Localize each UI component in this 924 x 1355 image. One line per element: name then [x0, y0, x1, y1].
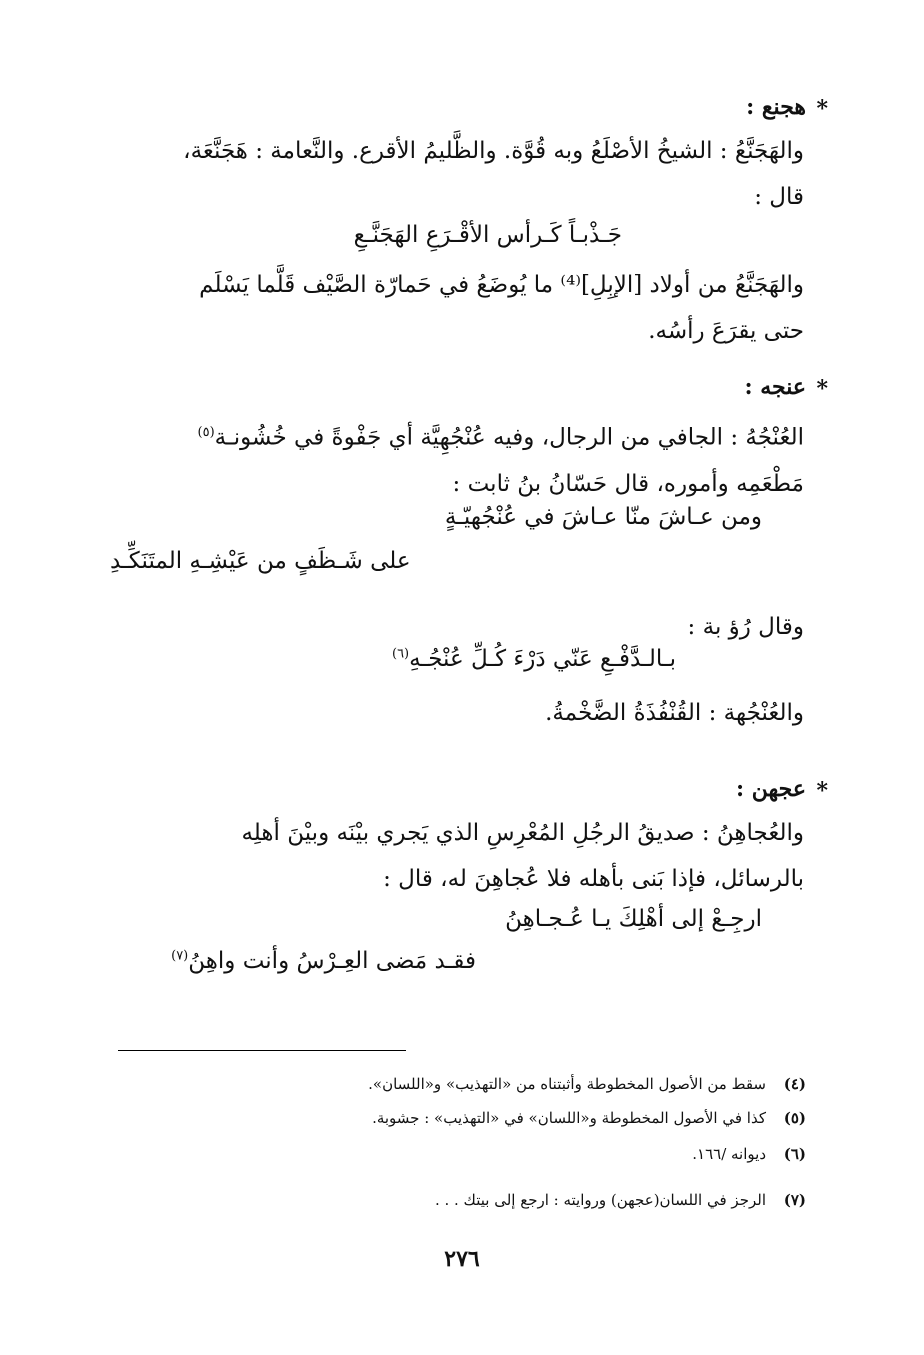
footnote [110, 1144, 806, 1164]
footnote-number: (٤) [783, 1075, 806, 1093]
footnote-text: الرجز في اللسان(عجهن) وروايته : ارجع إلى بيتك . . . [434, 1191, 766, 1209]
footnote-number: (٥) [783, 1109, 806, 1127]
body-line: والعُنْجُهة : القُنْفُذَةُ الضَّخْمةُ. [545, 700, 804, 726]
footnote [110, 1074, 806, 1094]
footnote [110, 1108, 806, 1128]
footnote-ref: (٧) [171, 948, 189, 964]
body-line: قال : [754, 184, 804, 210]
page-number: ٢٧٦ [444, 1246, 480, 1272]
entry-body [110, 410, 804, 507]
entry-heading: هجنع : [746, 94, 806, 120]
verse-text: فقـد مَضى العِـرْسُ وأنت واهِنُ [188, 948, 476, 974]
entry-heading: عنجه : [744, 374, 806, 400]
body-line: والعُجاهِنُ : صديقُ الرجُلِ المُعْرِسِ الذي يَجري بيْنَه وبيْنَ أهلِه [241, 820, 804, 846]
verse-line: على شَـظَفٍ من عَيْشِـهِ المتَنَكِّـدِ [110, 548, 411, 574]
footnote-number: (٧) [783, 1191, 806, 1209]
body-line: والهَجَنَّعُ من أولاد [الإبِلِ]⁽⁴⁾ ما يُوضَعُ في حَمارّة الصَّيْف قَلَّما يَسْلَم [199, 272, 804, 298]
footnote [110, 1190, 806, 1210]
verse-line: ارجِـعْ إلى أهْلِكَ يـا عُـجـاهِنُ [505, 906, 762, 932]
verse-line [392, 646, 676, 672]
entry-body [110, 262, 804, 354]
body-line: حتى يقرَعَ رأسُه. [648, 318, 804, 344]
verse-line [171, 948, 476, 974]
entry-marker: * [816, 96, 828, 122]
body-line: مَطْعَمِه وأموره، قال حَسّانُ بنُ ثابت : [452, 470, 804, 497]
footnote-ref: (٦) [391, 646, 410, 662]
entry-marker: * [816, 376, 828, 402]
verse-line: ومن عـاشَ منّا عـاشَ في عُنْجُهيّـةٍ [444, 504, 762, 530]
entry-body [110, 810, 804, 902]
footnote-text: ديوانه /١٦٦. [692, 1145, 766, 1163]
verse-line: جَـذْبـاً كَـرأس الأقْـرَعِ الهَجَنَّـعِ [353, 222, 622, 248]
entry-body [110, 128, 804, 220]
verse-text: بـالـدَّفْـعِ عَنّي دَرْءَ كُـلِّ عُنْجُـهِ [409, 646, 676, 672]
body-text: العُنْجُهُ : الجافي من الرجال، وفيه عُنْجُهِيَّة أي جَفْوةً في خُشُونـة [214, 424, 804, 451]
body-line: وقال رُؤ بة : [687, 614, 804, 640]
footnote-text: كذا في الأصول المخطوطة و«اللسان» في «التهذيب» : جشوبة. [372, 1109, 766, 1127]
body-line [110, 410, 804, 461]
footnote-text: سقط من الأصول المخطوطة وأثبتناه من «التهذيب» و«اللسان». [368, 1075, 766, 1093]
entry-heading: عجهن : [736, 776, 806, 802]
entry-marker: * [816, 778, 828, 804]
footnote-number: (٦) [783, 1145, 806, 1163]
footnote-ref: (٥) [197, 425, 215, 440]
body-line: والهَجَنَّعُ : الشيخُ الأصْلَعُ وبه قُوَّة. والظَّليمُ الأقرع. والنَّعامة : هَجَنَّعَة، [183, 138, 804, 164]
footnote-separator [118, 1050, 406, 1051]
body-line: بالرسائل، فإذا بَنى بأهله فلا عُجاهِنَ له، قال : [383, 866, 804, 892]
